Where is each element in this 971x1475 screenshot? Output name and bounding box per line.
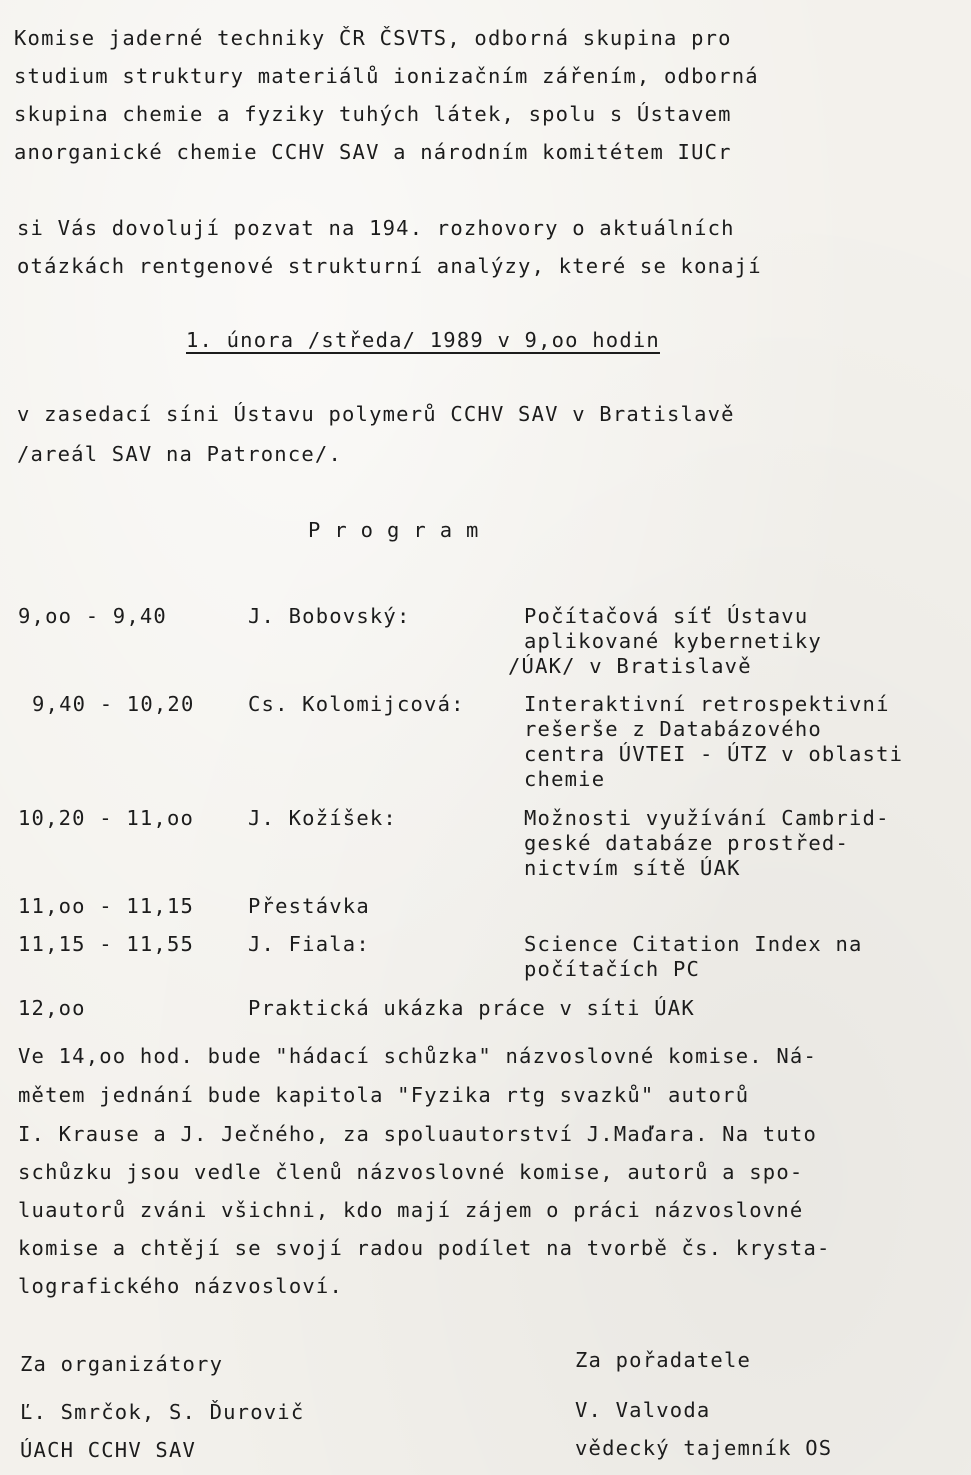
program-topic-2-line-4: chemie xyxy=(524,767,606,791)
invite-line-2: otázkách rentgenové strukturní analýzy, které se konají xyxy=(17,254,762,278)
intro-line-1: Komise jaderné techniky ČR ČSVTS, odborná skupina pro xyxy=(14,26,732,50)
program-time-6: 12,oo xyxy=(18,996,86,1020)
venue-line-1: v zasedací síni Ústavu polymerů CCHV SAV v Bratislavě xyxy=(17,402,735,426)
signature-left-heading: Za organizátory xyxy=(20,1352,224,1376)
closing-line-7: lografického názvosloví. xyxy=(18,1274,344,1298)
signature-right-heading: Za pořadatele xyxy=(575,1348,752,1372)
invite-line-1: si Vás dovolují pozvat na 194. rozhovory o aktuálních xyxy=(17,216,735,240)
closing-line-6: komise a chtějí se svojí radou podílet na tvorbě čs. krysta- xyxy=(18,1236,831,1260)
program-topic-5-line-1: Science Citation Index na xyxy=(524,932,863,956)
program-topic-3-line-3: nictvím sítě ÚAK xyxy=(524,856,741,880)
program-break: Přestávka xyxy=(248,894,370,918)
program-speaker-1: J. Bobovský: xyxy=(248,604,411,628)
intro-line-4: anorganické chemie CCHV SAV a národním komitétem IUCr xyxy=(14,140,732,164)
program-time-2: 9,40 - 10,20 xyxy=(32,692,195,716)
program-heading: Program xyxy=(308,518,493,542)
venue-line-2: /areál SAV na Patronce/. xyxy=(17,442,343,466)
closing-line-3: I. Krause a J. Ječného, za spoluautorství J.Maďara. Na tuto xyxy=(18,1122,817,1146)
program-topic-1-line-1: Počítačová síť Ústavu xyxy=(524,604,809,628)
program-time-4: 11,oo - 11,15 xyxy=(18,894,195,918)
closing-line-4: schůzku jsou vedle členů názvoslovné komise, autorů a spo- xyxy=(18,1160,804,1184)
program-topic-1-line-3: /ÚAK/ v Bratislavě xyxy=(508,654,752,678)
program-topic-1-line-2: aplikované kybernetiky xyxy=(524,629,822,653)
program-demo: Praktická ukázka práce v síti ÚAK xyxy=(248,996,695,1020)
signature-left-names: Ľ. Smrčok, S. Ďurovič xyxy=(20,1400,305,1424)
closing-line-2: mětem jednání bude kapitola "Fyzika rtg svazků" autorů xyxy=(18,1083,750,1107)
program-speaker-2: Cs. Kolomijcová: xyxy=(248,692,465,716)
program-topic-2-line-3: centra ÚVTEI - ÚTZ v oblasti xyxy=(524,742,904,766)
program-topic-2-line-2: rešerše z Databázového xyxy=(524,717,822,741)
program-speaker-3: J. Kožíšek: xyxy=(248,806,397,830)
closing-line-1: Ve 14,oo hod. bude "hádací schůzka" názvoslovné komise. Ná- xyxy=(18,1044,817,1068)
program-speaker-5: J. Fiala: xyxy=(248,932,370,956)
program-time-5: 11,15 - 11,55 xyxy=(18,932,195,956)
program-topic-5-line-2: počítačích PC xyxy=(524,957,701,981)
program-time-3: 10,20 - 11,oo xyxy=(18,806,195,830)
closing-line-5: luautorů zváni všichni, kdo mají zájem o práci názvoslovné xyxy=(18,1198,804,1222)
program-topic-3-line-1: Možnosti využívání Cambrid- xyxy=(524,806,890,830)
intro-line-3: skupina chemie a fyziky tuhých látek, spolu s Ústavem xyxy=(14,102,732,126)
event-date: 1. února /středa/ 1989 v 9,oo hodin xyxy=(186,328,660,352)
intro-line-2: studium struktury materiálů ionizačním zářením, odborná xyxy=(14,64,759,88)
signature-right-names: V. Valvoda xyxy=(575,1398,711,1422)
signature-right-org: vědecký tajemník OS xyxy=(575,1436,833,1460)
signature-left-org: ÚACH CCHV SAV xyxy=(20,1438,197,1462)
program-topic-2-line-1: Interaktivní retrospektivní xyxy=(524,692,890,716)
program-time-1: 9,oo - 9,40 xyxy=(18,604,167,628)
program-topic-3-line-2: geské databáze prostřed- xyxy=(524,831,850,855)
